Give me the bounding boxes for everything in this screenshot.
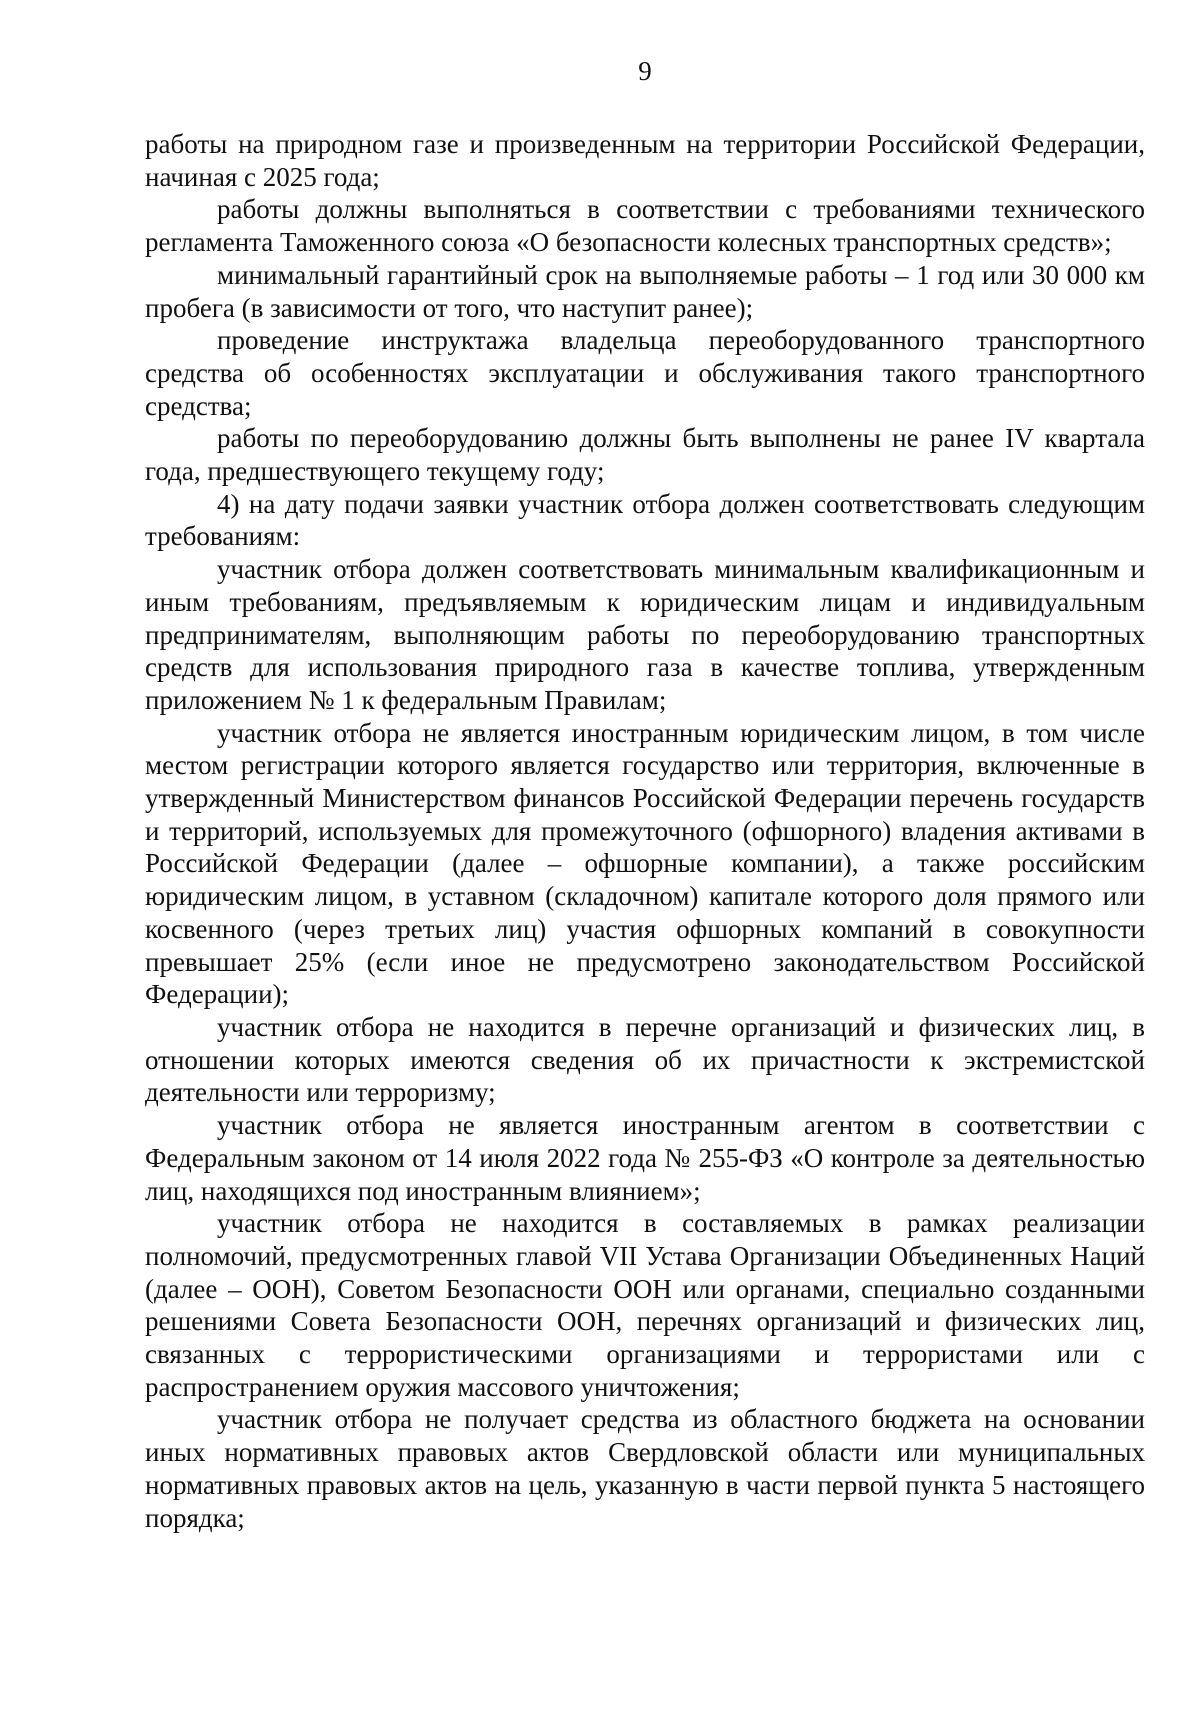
- paragraph-warranty-term: минимальный гарантийный срок на выполняемые работы – 1 год или 30 000 км пробега (в зависимости от того, что наступит ранее);: [145, 259, 1145, 323]
- paragraph-participant-requirements-intro: 4) на дату подачи заявки участник отбора должен соответствовать следующим требованиям:: [145, 488, 1145, 552]
- paragraph-regional-budget: участник отбора не получает средства из областного бюджета на основании иных нормативных правовых актов Свердловской области или муниципальных нормативных правовых актов на цель, указанную в части первой пункта 5 настоящего порядка;: [145, 1404, 1145, 1533]
- paragraph-foreign-agent: участник отбора не является иностранным агентом в соответствии с Федеральным законом от 14 июля 2022 года № 255-ФЗ «О контроле за деятельностью лиц, находящихся под иностранным влиянием»;: [145, 1110, 1145, 1206]
- paragraph-offshore-companies: участник отбора не является иностранным юридическим лицом, в том числе местом регистрации которого является государство или территория, включенные в утвержденный Министерством финансов Российской Федерации перечень государств и территорий, используемых для промежуточного (офшорного) владения активами в Российской Федерации (далее – офшорные компании), а также российским юридическим лицом, в уставном (складочном) капитале которого доля прямого или косвенного (через третьих лиц) участия офшорных компаний в совокупности превышает 25% (если иное не предусмотрено законодательством Российской Федерации);: [145, 717, 1145, 1010]
- page-number: 9: [638, 56, 652, 86]
- paragraph-extremism-list: участник отбора не находится в перечне организаций и физических лиц, в отношении которых имеются сведения об их причастности к экстремистской деятельности или терроризму;: [145, 1011, 1145, 1108]
- paragraph-technical-regulation: работы должны выполняться в соответствии с требованиями технического регламента Таможенного союза «О безопасности колесных транспортных средств»;: [145, 194, 1145, 258]
- paragraph-qualification-requirements: участник отбора должен соответствовать минимальным квалификационным и иным требованиям, предъявляемым к юридическим лицам и индивидуальным предпринимателям, выполняющим работы по переоборудованию транспортных средств для использования природного газа в качестве топлива, утвержденным приложением № 1 к федеральным Правилам;: [145, 554, 1145, 715]
- paragraph-un-sanctions: участник отбора не находится в составляемых в рамках реализации полномочий, предусмотренных главой VII Устава Организации Объединенных Наций (далее – ООН), Советом Безопасности ООН или органами, специально созданными решениями Совета Безопасности ООН, перечнях организаций и физических лиц, связанных с террористическими организациями и террористами или с распространением оружия массового уничтожения;: [145, 1208, 1145, 1402]
- paragraph-owner-briefing: проведение инструктажа владельца переоборудованного транспортного средства об особенностях эксплуатации и обслуживания такого транспортного средства;: [145, 325, 1145, 421]
- paragraph-continuation: работы на природном газе и произведенным на территории Российской Федерации, начиная с 2025 года;: [145, 129, 1145, 192]
- document-body: [145, 128, 1145, 1534]
- paragraph-conversion-deadline: работы по переоборудованию должны быть выполнены не ранее IV квартала года, предшествующего текущему году;: [145, 423, 1145, 487]
